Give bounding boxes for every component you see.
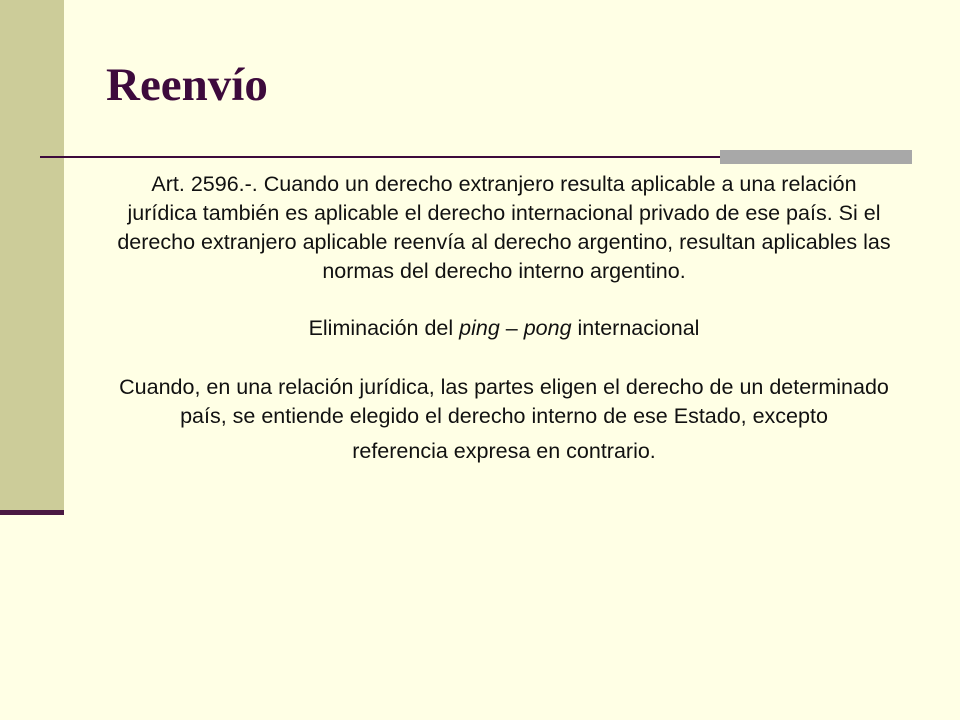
- subtitle-prefix: Eliminación del: [308, 316, 460, 340]
- subtitle-paragraph: [112, 314, 896, 343]
- subtitle-italic-pong: pong: [523, 316, 572, 340]
- slide-body: [112, 170, 896, 466]
- title-underline-accent: [720, 150, 912, 164]
- subtitle-suffix: internacional: [571, 316, 700, 340]
- subtitle-dash: –: [499, 316, 524, 340]
- subtitle-italic-ping: ping: [459, 316, 500, 340]
- exception-paragraph: referencia expresa en contrario.: [352, 439, 656, 463]
- left-decorative-bar: [0, 0, 64, 512]
- slide-title: Reenvío: [106, 59, 268, 111]
- article-paragraph: Art. 2596.-. Cuando un derecho extranjero resulta aplicable a una relación jurídica también es aplicable el derecho internacional privado de ese país. Si el derecho extranjero aplicable reenvía al derecho argentino, resultan aplicables las normas del derecho interno argentino.: [117, 172, 891, 283]
- left-bar-accent: [0, 510, 64, 515]
- choice-paragraph: Cuando, en una relación jurídica, las partes eligen el derecho de un determinado país, se entiende elegido el derecho interno de ese Estado, excepto: [119, 375, 889, 428]
